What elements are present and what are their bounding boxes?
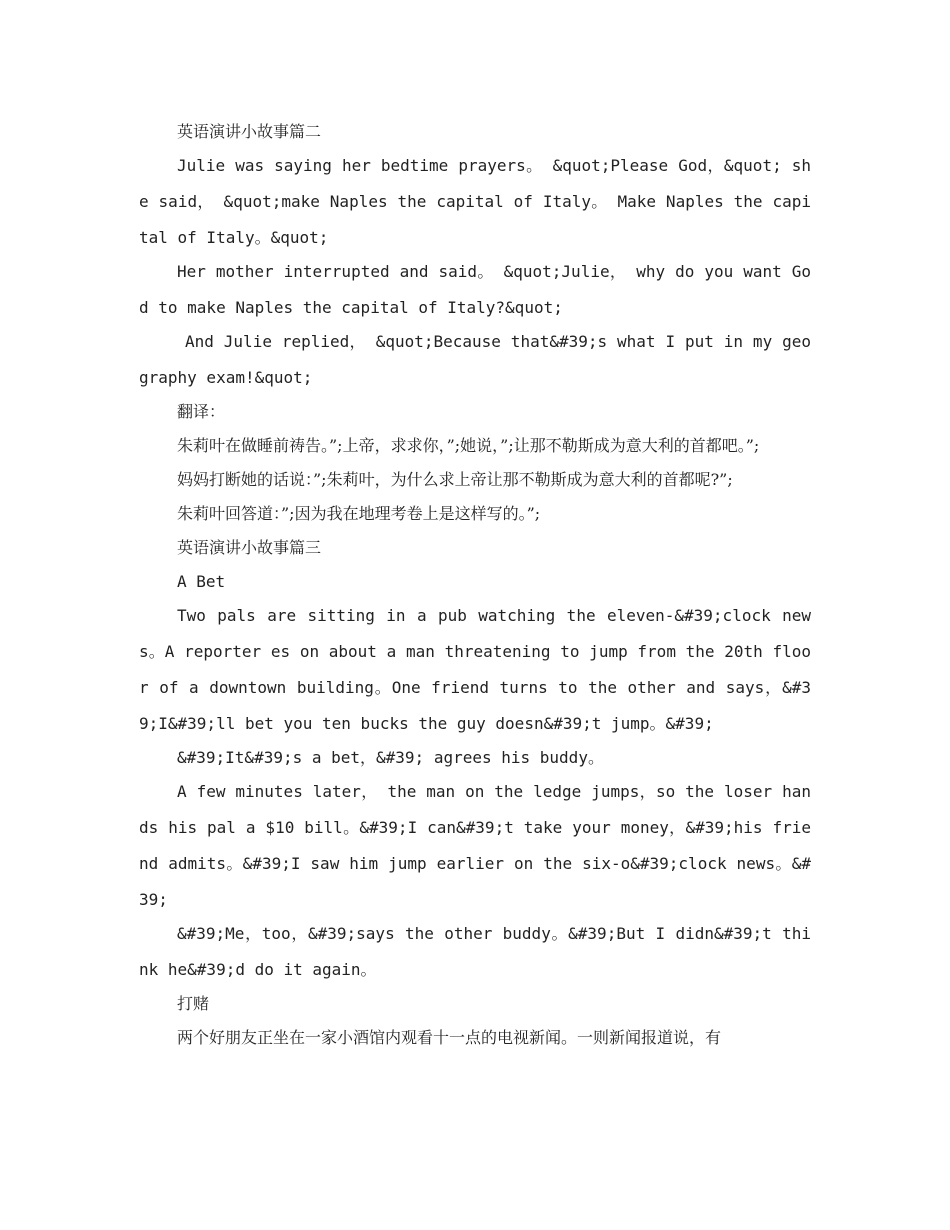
paragraph: Her mother interrupted and said。 &quot;Julie， why do you want God to make Naples the capital of Italy?&quot; xyxy=(139,262,811,317)
story-title-translation: 打赌 xyxy=(177,994,210,1013)
paragraph: And Julie replied， &quot;Because that&#39;s what I put in my geography exam!&quot; xyxy=(139,332,811,387)
story-title: A Bet xyxy=(177,572,226,591)
paragraph: &#39;It&#39;s a bet，&#39; agrees his buddy。 xyxy=(177,748,604,767)
section-heading: 英语演讲小故事篇三 xyxy=(177,538,322,557)
translation-label: 翻译： xyxy=(177,402,226,421)
paragraph: 妈妈打断她的话说：”;朱莉叶，为什么求上帝让那不勒斯成为意大利的首都呢?”; xyxy=(177,470,733,489)
section-heading: 英语演讲小故事篇二 xyxy=(177,122,322,141)
paragraph: &#39;Me，too，&#39;says the other buddy。&#39;But I didn&#39;t think he&#39;d do it again。 xyxy=(139,924,811,979)
paragraph: 朱莉叶回答道：”;因为我在地理考卷上是这样写的。”; xyxy=(177,504,541,523)
document-body xyxy=(139,114,811,1054)
paragraph: 两个好朋友正坐在一家小酒馆内观看十一点的电视新闻。一则新闻报道说，有 xyxy=(177,1028,722,1047)
paragraph: Julie was saying her bedtime prayers。 &quot;Please God，&quot; she said， &quot;make Naples the capital of Italy。 Make Naples the capital of Italy。&quot; xyxy=(139,156,811,247)
paragraph: A few minutes later， the man on the ledge jumps，so the loser hands his pal a $10 bill。&#39;I can&#39;t take your money，&#39;his friend admits。&#39;I saw him jump earlier on the six-o&#39;clock news。&#39; xyxy=(139,782,812,909)
paragraph: 朱莉叶在做睡前祷告。”;上帝，求求你，”;她说，”;让那不勒斯成为意大利的首都吧。”; xyxy=(177,436,760,455)
paragraph: Two pals are sitting in a pub watching the eleven-&#39;clock news。A reporter es on about a man threatening to jump from the 20th floor of a downtown building。One friend turns to the other and says，&#39;I&#39;ll bet you ten bucks the guy doesn&#39;t jump。&#39; xyxy=(139,606,811,733)
